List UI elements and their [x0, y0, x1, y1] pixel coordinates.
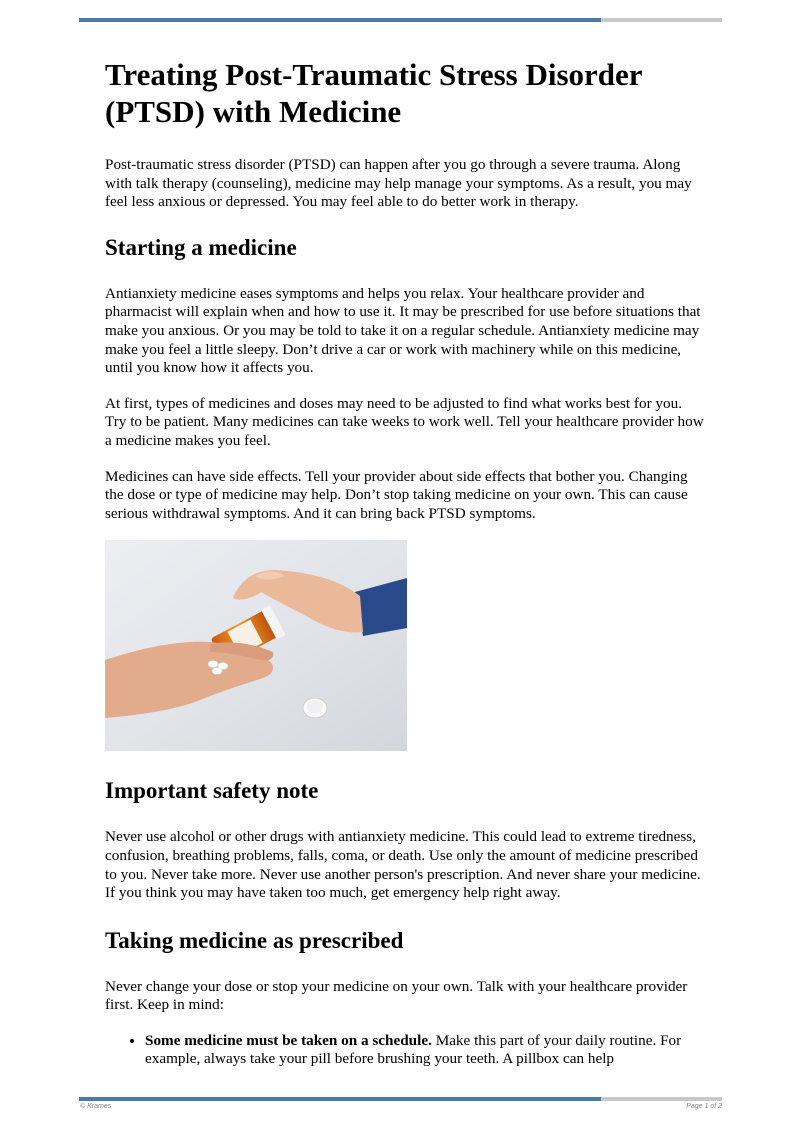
header-rule-blue [79, 18, 601, 22]
bullet-list [105, 1032, 705, 1069]
paragraph-keep-in-mind: Never change your dose or stop your medicine on your own. Talk with your healthcare provider first. Keep in mind: [105, 977, 688, 1014]
heading-taking-medicine: Taking medicine as prescribed [105, 927, 404, 953]
list-item [145, 1032, 705, 1069]
page-title: Treating Post-Traumatic Stress Disorder (PTSD) with Medicine [105, 57, 642, 129]
footer-rule [79, 1097, 722, 1101]
heading-safety-note: Important safety note [105, 778, 319, 804]
paragraph-safety: Never use alcohol or other drugs with antianxiety medicine. This could lead to extreme tiredness, confusion, breathing problems, falls, coma, or death. Use only the amount of medicine prescribed to you. Never take more. Never use another person's prescription. And never share your medicine. If you think you may have taken too much, get emergency help right away. [105, 828, 701, 902]
intro-paragraph: Post-traumatic stress disorder (PTSD) can happen after you go through a severe trauma. Along with talk therapy (counseling), medicine may help manage your symptoms. As a result, you may feel less anxious or depressed. You may feel able to do better work in therapy. [105, 156, 692, 211]
bullet-bold-lead: Some medicine must be taken on a schedule. [145, 1031, 432, 1049]
header-rule [79, 18, 722, 22]
paragraph-antianxiety: Antianxiety medicine eases symptoms and helps you relax. Your healthcare provider and pharmacist will explain when and how to use it. It may be prescribed for use before situations that make you anxious. Or you may be told to take it on a regular schedule. Antianxiety medicine may make you feel a little sleepy. Don’t drive a car or work with machinery while on this medicine, until you know how it affects you. [105, 284, 701, 377]
footer-rule-blue [79, 1097, 601, 1101]
header-rule-gray [601, 18, 722, 22]
paragraph-side-effects: Medicines can have side effects. Tell your provider about side effects that bother you. Changing the dose or type of medicine may help. Don’t stop taking medicine on your own. This can cause serious withdrawal symptoms. And it can bring back PTSD symptoms. [105, 467, 688, 522]
heading-starting-medicine: Starting a medicine [105, 234, 297, 260]
paragraph-adjust-doses: At first, types of medicines and doses may need to be adjusted to find what works best for you. Try to be patient. Many medicines can take weeks to work well. Tell your healthcare provider how a medicine makes you feel. [105, 394, 704, 449]
document-body [105, 56, 705, 1069]
medicine-hands-photo [105, 540, 407, 751]
footer-page-number: Page 1 of 2 [686, 1103, 722, 1110]
footer-rule-gray [601, 1097, 722, 1101]
footer-copyright: © Krames [80, 1103, 112, 1110]
bullet-text: Make this part of your daily routine. For example, always take your pill before brushing your teeth. A pillbox can help [145, 1031, 682, 1068]
